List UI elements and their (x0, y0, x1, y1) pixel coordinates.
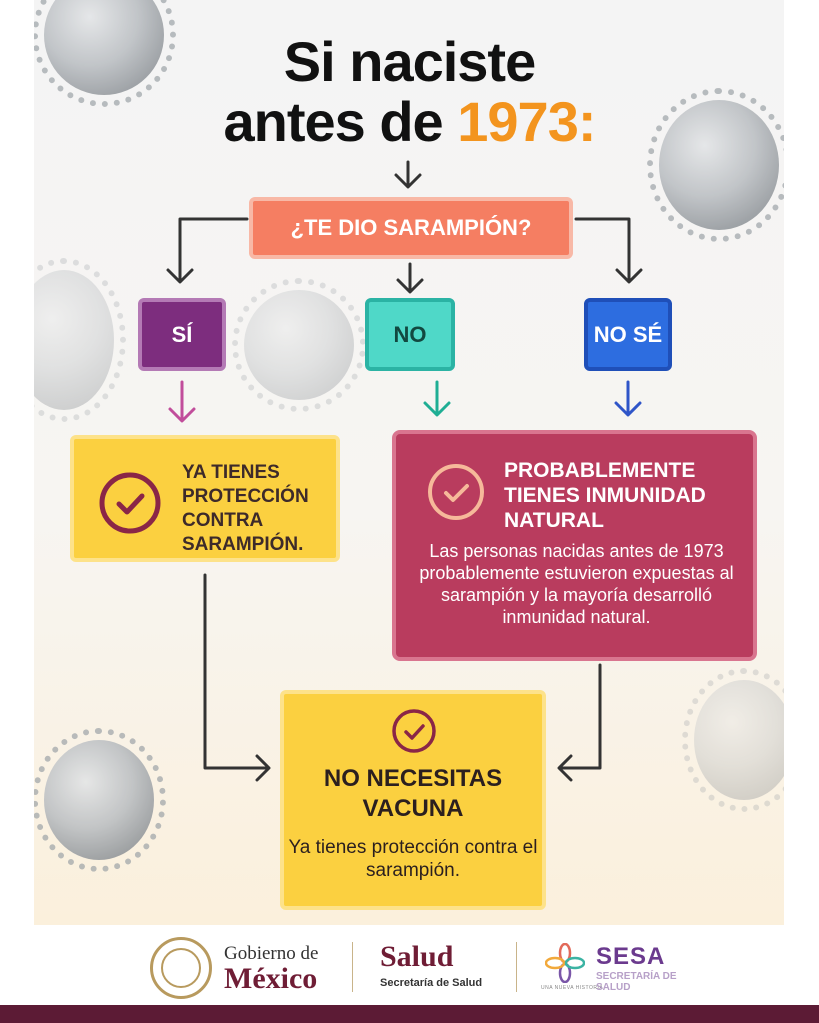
mexico-seal-logo (150, 937, 212, 999)
footer-logos (0, 925, 819, 1005)
divider (516, 942, 517, 992)
sesa-tagline: UNA NUEVA HISTORIA (541, 985, 604, 991)
result-probable-heading: PROBABLEMENTE TIENES INMUNIDAD NATURAL (504, 459, 706, 532)
final-body: Ya tienes protección contra el sarampión. (288, 837, 538, 881)
final-result-box (280, 690, 546, 910)
check-circle-icon (98, 471, 162, 535)
result-yes-box (70, 435, 340, 562)
arrow-question-to-no (398, 264, 422, 292)
option-no-se-label: NO SÉ (593, 321, 663, 347)
question-box (249, 197, 573, 259)
question-label: ¿TE DIO SARAMPIÓN? (290, 215, 532, 240)
arrow-nose-down (616, 382, 640, 415)
title-year: 1973: (457, 90, 596, 153)
option-si-label: SÍ (171, 321, 193, 347)
sesa-subtitle: SECRETARÍA DE SALUD (596, 971, 677, 993)
option-si (138, 298, 226, 371)
arrow-yes-to-final (205, 575, 269, 780)
check-circle-icon (391, 708, 437, 754)
title-prefix: antes de (223, 90, 458, 153)
arrow-question-to-nose (576, 219, 641, 282)
divider (352, 942, 353, 992)
option-no-label: NO (393, 321, 427, 347)
result-yes-text: YA TIENES PROTECCIÓN CONTRA SARAMPIÓN. (182, 462, 309, 555)
salud-subtitle: Secretaría de Salud (380, 977, 483, 989)
option-no (365, 298, 455, 371)
check-circle-icon (426, 462, 486, 522)
title-line-1: Si naciste (283, 30, 536, 93)
gobierno-label: Gobierno de (224, 943, 319, 964)
final-heading: NO NECESITAS VACUNA (323, 765, 503, 822)
result-probable-box (392, 430, 757, 661)
sesa-title: SESA (596, 943, 666, 970)
bottom-bar (0, 1005, 819, 1023)
mexico-label: México (224, 962, 318, 995)
option-no-se (584, 298, 672, 371)
arrow-title-to-question (396, 162, 420, 187)
arrow-probable-to-final (559, 665, 600, 780)
arrow-si-down (170, 382, 194, 421)
sesa-flower-logo (545, 943, 585, 983)
arrow-question-to-si (168, 219, 247, 282)
arrow-no-down (425, 382, 449, 415)
result-probable-body: Las personas nacidas antes de 1973 probablemente estuvieron expuestas al sarampión y la mayoría desarrolló inmunidad natural. (419, 541, 734, 627)
salud-title: Salud (380, 940, 454, 973)
